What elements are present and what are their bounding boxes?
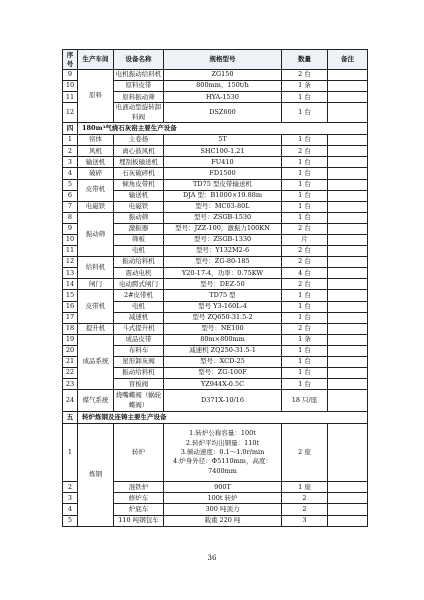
workshop-cell: 炼钢 — [78, 424, 114, 526]
table-row: 12 给料机 振动给料机 型号：ZG-80-185 2 台 — [63, 257, 368, 268]
workshop-cell: 成品系统 — [78, 334, 114, 389]
section-title: 180m³气烧石灰窑主要生产设备 — [78, 123, 368, 135]
section-number: 四 — [63, 123, 78, 135]
table-row: 2 混铁炉 900T 1 座 — [63, 482, 368, 493]
header-spec: 规格型号 — [164, 50, 282, 70]
table-row: 8 振动筛 振动筛 型号：ZSGB-1530 1 台 — [63, 212, 368, 223]
table-row: 11 原料振动筛 HYA-1530 1 台 — [63, 92, 368, 103]
table-row: 13 震动电机 Y20-17-4，功率：0.75KW 4 台 — [63, 268, 368, 279]
page-number: 36 — [207, 554, 217, 562]
table-row: 10 筛板 型号：ZSGB-1330 片 — [63, 234, 368, 245]
table-row: 22 振动给料机 型号：ZG-100F 1 台 — [63, 368, 368, 379]
table-row: 14 闸门 电动腭式闸门 型号：DEZ-50 2 台 — [63, 279, 368, 290]
table-row: 9 激振器 型号：JZZ-100，激振力100KN 2 台 — [63, 223, 368, 234]
table-row: 24 煤气系统 烧嘴蝶阀（蜗轮蝶阀） D371X-10/16 18 只/座 — [63, 390, 368, 412]
table-row: 12 电液动型旋转卸料阀 DSZ600 1 台 — [63, 103, 368, 123]
section-heading-row — [63, 412, 368, 424]
table-row: 17 减速机 型号 ZQ650-31.5-2 1 台 — [63, 312, 368, 323]
header-name: 设备名称 — [114, 50, 164, 70]
header-no: 序号 — [63, 50, 78, 70]
table-row: 1 炼钢 转炉 1.转炉公称容量：100t 2.转炉平均出钢量：110t 3.倾动速度：0.1～1.0r/min 4.炉身外径：Φ5110mm，高度：7400mm 2 座 — [63, 424, 368, 482]
table-row: 7 电磁铁 电磁铁 型号：MC03-80L 1 台 — [63, 201, 368, 212]
table-row: 6 输送机 DJA 型：B1000×19.88m 1 台 — [63, 190, 368, 201]
table-row: 2 风机 离心鼓风机 SHC100-1.21 2 台 — [63, 146, 368, 157]
table-row: 4 炉底车 300 吨顶力 2 — [63, 504, 368, 515]
table-header-row — [63, 50, 368, 70]
table-row: 19 成品系统 成品皮带 80m×800mm 1 条 — [63, 334, 368, 345]
table-row: 20 布料车 减速机 ZQ250-31.5-1 1 台 — [63, 345, 368, 356]
header-qty: 数量 — [282, 50, 328, 70]
table-row: 3 修炉车 100t 转炉 2 — [63, 493, 368, 504]
table-row: 23 盲板阀 YZ944X-0.5C 1 台 — [63, 379, 368, 390]
equipment-table — [62, 49, 368, 527]
table-row: 11 电机 型号：Y132M2-6 2 台 — [63, 246, 368, 257]
section-number: 五 — [63, 412, 78, 424]
table-row: 15 皮带机 2#皮带机 TD75 型 1 台 — [63, 290, 368, 301]
section-heading-row — [63, 123, 368, 135]
table-row: 5 110 吨钢包车 载重 220 吨 3 — [63, 515, 368, 526]
equipment-table-container — [62, 49, 367, 527]
table-row: 4 破碎 石灰破碎机 FD1500 1 台 — [63, 168, 368, 179]
workshop-cell: 皮带机 — [78, 290, 114, 323]
workshop-cell: 原料 — [78, 70, 114, 123]
table-row: 16 电机 型号 Y3-160L-4 1 台 — [63, 301, 368, 312]
table-row: 3 输送机 埋刮板输送机 FU410 1 台 — [63, 157, 368, 168]
table-row: 1 窑体 主卷扬 5T 1 台 — [63, 135, 368, 146]
table-row: 9 原料 电机振动给料机 ZG150 2 台 — [63, 70, 368, 81]
header-remark: 备注 — [328, 50, 368, 70]
converter-spec: 1.转炉公称容量：100t 2.转炉平均出钢量：110t 3.倾动速度：0.1～1.0r/min 4.炉身外径：Φ5110mm，高度：7400mm — [164, 424, 282, 482]
table-row: 21 星形卸灰阀 型号：XCD-25 1 台 — [63, 357, 368, 368]
table-row: 5 皮带机 倾角皮带机 TD75 型皮带输送机 1 台 — [63, 179, 368, 190]
workshop-cell: 皮带机 — [78, 179, 114, 201]
header-workshop: 生产车间 — [78, 50, 114, 70]
table-row: 18 提升机 斗式提升机 型号：NE100 2 台 — [63, 323, 368, 334]
section-title: 转炉炼钢及连铸主要生产设备 — [78, 412, 368, 424]
table-row: 10 原料皮带 800mm，150t/h 1 条 — [63, 81, 368, 92]
workshop-cell: 煤气系统 — [78, 390, 114, 412]
workshop-cell: 振动筛 — [78, 212, 114, 256]
workshop-cell: 给料机 — [78, 257, 114, 279]
